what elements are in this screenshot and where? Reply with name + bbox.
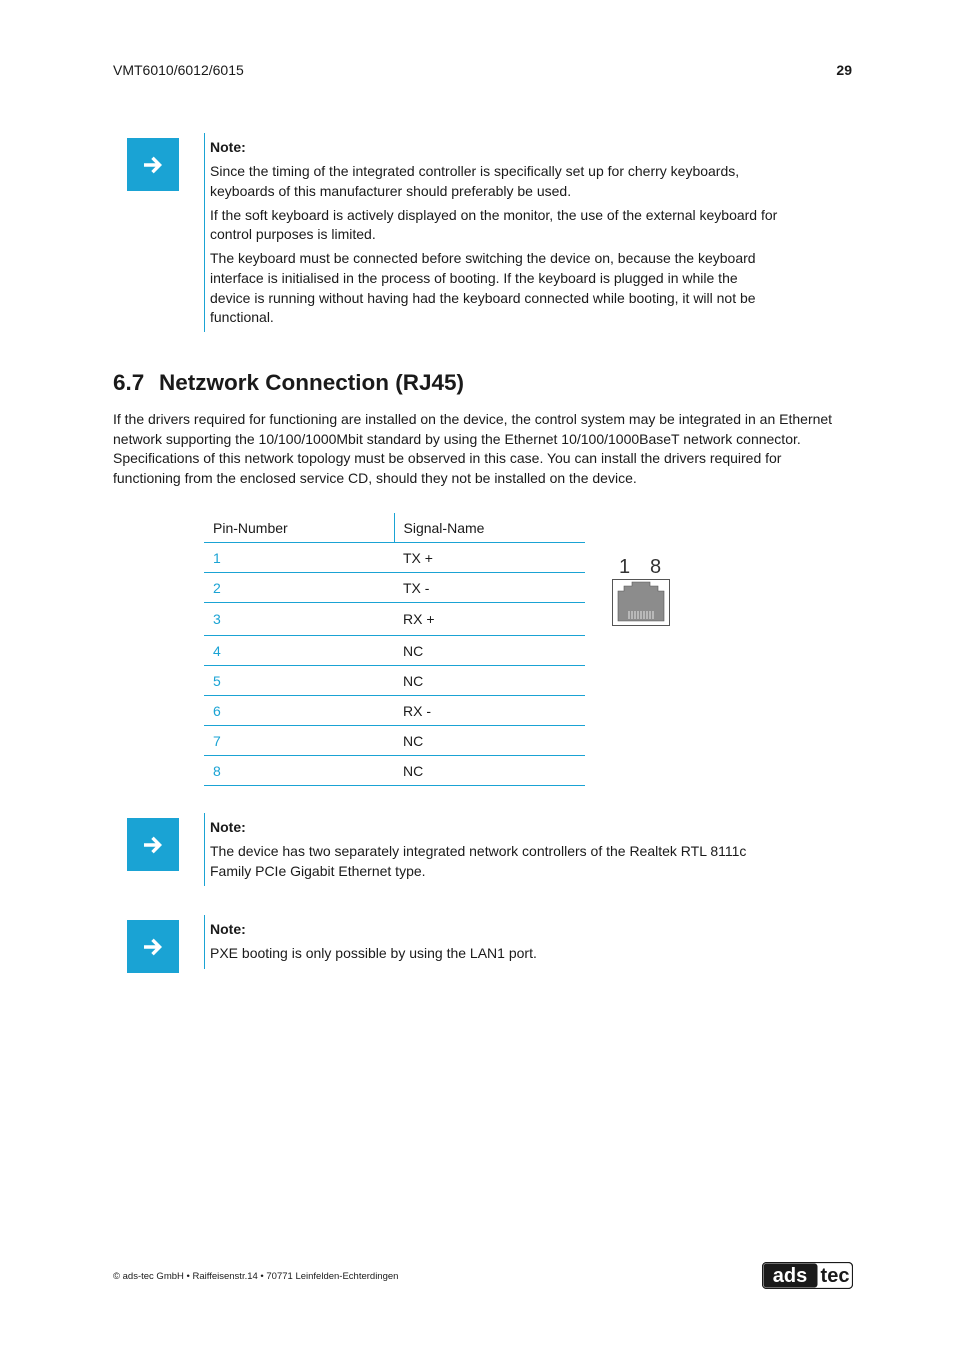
pin8-label: 8 — [650, 556, 662, 578]
column-header-pin: Pin-Number — [204, 513, 394, 543]
arrow-right-icon — [127, 818, 179, 871]
note-title: Note: — [210, 819, 246, 835]
pin-number: 1 — [204, 543, 394, 573]
signal-name: TX + — [394, 543, 585, 573]
signal-name: NC — [394, 666, 585, 696]
note-paragraph: The keyboard must be connected before switching the device on, because the keyboard interface is initialised in the process of booting. If the keyboard is plugged in while the device is running without having had the keyboard connected while booting, it will not be functional. — [210, 250, 756, 326]
signal-name: NC — [394, 636, 585, 666]
pin-number: 5 — [204, 666, 394, 696]
pin-number: 3 — [204, 603, 394, 636]
note-1 — [210, 138, 800, 328]
table-row — [204, 573, 585, 603]
table-row — [204, 696, 585, 726]
pin1-label: 1 — [619, 556, 631, 578]
rj45-connector-figure — [612, 553, 672, 627]
pin-number: 2 — [204, 573, 394, 603]
signal-name: RX - — [394, 696, 585, 726]
signal-name: TX - — [394, 573, 585, 603]
column-header-signal: Signal-Name — [394, 513, 585, 543]
note-divider — [204, 813, 205, 886]
note-divider — [204, 133, 205, 332]
note-paragraph: PXE booting is only possible by using the LAN1 port. — [210, 945, 537, 962]
section-heading — [113, 366, 464, 400]
rj45-port-icon — [612, 553, 672, 627]
section-intro: If the drivers required for functioning are installed on the device, the control system may be integrated in an Ethernet network supporting the 10/100/1000Mbit standard by using the Ethernet 10/100/1000BaseT network connector. Specifications of this network topology must be observed in this case. You can install the drivers required for functioning from the enclosed service CD, should they not be installed on the device. — [113, 411, 833, 486]
note-3 — [210, 920, 770, 964]
arrow-right-icon — [127, 138, 179, 191]
document-id: VMT6010/6012/6015 — [113, 62, 244, 78]
page-number: 29 — [836, 62, 852, 78]
pin-number: 7 — [204, 726, 394, 756]
pin-number: 6 — [204, 696, 394, 726]
note-paragraph: The device has two separately integrated network controllers of the Realtek RTL 8111c Family PCIe Gigabit Ethernet type. — [210, 843, 747, 879]
signal-name: NC — [394, 756, 585, 786]
table-row — [204, 666, 585, 696]
ads-tec-logo — [762, 1262, 853, 1289]
note-paragraph: If the soft keyboard is actively displayed on the monitor, the use of the external keyboard for control purposes is limited. — [210, 206, 778, 243]
arrow-right-icon — [127, 920, 179, 973]
signal-name: RX + — [394, 603, 585, 636]
table-row — [204, 603, 585, 636]
pin-number: 8 — [204, 756, 394, 786]
note-2 — [210, 818, 750, 881]
note-title: Note: — [210, 139, 246, 155]
table-row — [204, 636, 585, 666]
section-number: 6.7 — [113, 370, 145, 395]
footer-address: © ads-tec GmbH • Raiffeisenstr.14 • 70771 Leinfelden-Echterdingen — [113, 1271, 399, 1282]
table-row — [204, 756, 585, 786]
note-title: Note: — [210, 921, 246, 937]
table-header-row — [204, 513, 585, 543]
table-row — [204, 543, 585, 573]
pin-table — [204, 513, 585, 786]
logo-ads-text: ads — [772, 1265, 808, 1287]
note-paragraph: Since the timing of the integrated controller is specifically set up for cherry keyboards, keyboards of this manufacturer should preferably be used. — [210, 163, 740, 199]
signal-name: NC — [394, 726, 585, 756]
table-row — [204, 726, 585, 756]
section-title: Netzwork Connection (RJ45) — [159, 370, 465, 395]
note-divider — [204, 915, 205, 969]
logo-tec-text: tec — [820, 1265, 850, 1287]
pin-number: 4 — [204, 636, 394, 666]
